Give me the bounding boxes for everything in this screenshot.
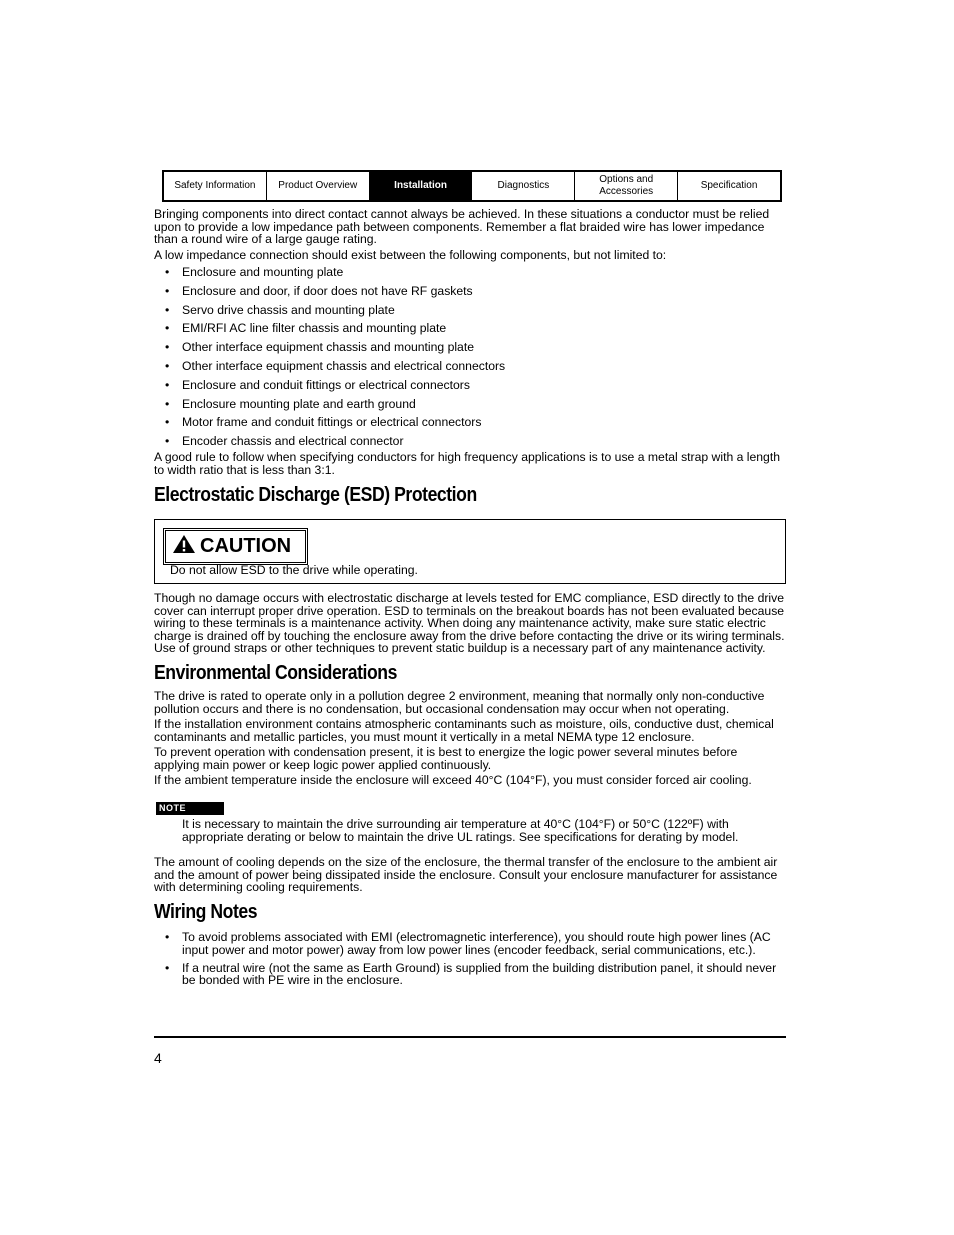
- wiring-notes-list: [154, 931, 786, 992]
- intro-paragraph-1: Bringing components into direct contact cannot always be achieved. In these situations a conductor must be relied upon to provide a low impedance path between components. Remember a flat braided wire has lower impedance than a round wire of a large gauge rating.: [154, 207, 770, 247]
- environment-paragraph-4: If the ambient temperature inside the enclosure will exceed 40°C (104°F), you must consider forced air cooling.: [154, 773, 752, 787]
- list-item: • EMI/RFI AC line filter chassis and mounting plate: [165, 321, 447, 336]
- tab-diagnostics[interactable]: Diagnostics: [472, 172, 575, 200]
- intro-paragraph-3: A good rule to follow when specifying conductors for high frequency applications is to use a metal strap with a length to width ratio that is less than 3:1.: [154, 450, 780, 477]
- tab-safety-information[interactable]: Safety Information: [164, 172, 267, 200]
- heading-wiring-notes: Wiring Notes: [154, 901, 258, 923]
- list-item: • Enclosure and conduit fittings or electrical connectors: [165, 377, 470, 392]
- caution-label: CAUTION: [200, 535, 292, 557]
- esd-paragraph: Though no damage occurs with electrostatic discharge at levels tested for EMC compliance, ESD directly to the drive cover can interrupt proper drive operation. ESD to terminals on the breakout boards has not been evaluated because wiring to these terminals is a maintenance activity. When doing any maintenance activity, make sure static electric charge is drained off by touching the enclosure away from the drive before contacting the drive or its wiring terminals. Use of ground straps or other techniques to prevent static buildup is a necessary part of any maintenance activity.: [154, 591, 785, 656]
- caution-text: Do not allow ESD to the drive while operating.: [170, 563, 418, 577]
- caution-badge: [165, 530, 306, 563]
- intro-paragraph-2: A low impedance connection should exist between the following components, but not limited to:: [154, 248, 667, 262]
- environment-paragraph-1: The drive is rated to operate only in a pollution degree 2 environment, meaning that normally only non-conductive pollution occurs and there is no condensation, but occasional condensation may occur when not operating.: [154, 689, 765, 716]
- tab-options-and-accessories[interactable]: Options and Accessories: [575, 172, 678, 200]
- heading-esd-protection: Electrostatic Discharge (ESD) Protection: [154, 484, 477, 506]
- environment-paragraph-2: If the installation environment contains atmospheric contaminants such as moisture, oils, conductive dust, chemical contaminants and metallic particles, you must mount it vertically in a metal NEMA type 12 enclosure.: [154, 717, 774, 744]
- list-item: • To avoid problems associated with EMI (electromagnetic interference), you should route high power lines (AC input power and motor power) away from low power lines (encoder feedback, serial communications, etc.).: [165, 930, 771, 957]
- list-item: • Other interface equipment chassis and mounting plate: [165, 340, 474, 355]
- heading-environmental-considerations: Environmental Considerations: [154, 662, 397, 684]
- list-item: • Motor frame and conduit fittings or electrical connectors: [165, 415, 482, 430]
- component-list: [154, 263, 786, 451]
- tab-installation[interactable]: Installation: [370, 172, 473, 200]
- footer-divider: [154, 1036, 786, 1038]
- section-nav: [162, 170, 782, 202]
- environment-paragraph-3: To prevent operation with condensation present, it is best to energize the logic power several minutes before applying main power or keep logic power applied continuously.: [154, 745, 738, 772]
- list-item: • If a neutral wire (not the same as Earth Ground) is supplied from the building distribution panel, it should never be bonded with PE wire in the enclosure.: [165, 960, 777, 988]
- list-item: • Enclosure and mounting plate: [165, 265, 344, 279]
- list-item: • Enclosure mounting plate and earth ground: [165, 396, 416, 411]
- list-item: • Servo drive chassis and mounting plate: [165, 302, 395, 317]
- tab-specification[interactable]: Specification: [700, 180, 758, 191]
- warning-triangle-icon: [172, 534, 196, 559]
- list-item: • Enclosure and door, if door does not have RF gaskets: [165, 283, 473, 298]
- list-item: • Encoder chassis and electrical connector: [165, 434, 404, 449]
- tab-product-overview[interactable]: Product Overview: [267, 172, 370, 200]
- environment-paragraph-5: The amount of cooling depends on the size of the enclosure, the thermal transfer of the enclosure to the ambient air and the amount of power being dissipated inside the enclosure. Consult your enclosure manufacturer for assistance with determining cooling requirements.: [154, 855, 778, 895]
- note-text: It is necessary to maintain the drive surrounding air temperature at 40°C (104°F) or 50°C (122ºF) with appropriate derating or below to maintain the drive UL ratings. See specifications for derating by model.: [182, 817, 739, 844]
- list-item: • Other interface equipment chassis and electrical connectors: [165, 358, 506, 373]
- page-number: 4: [154, 1050, 162, 1066]
- note-label: NOTE: [156, 802, 224, 815]
- caution-callout: [154, 519, 786, 584]
